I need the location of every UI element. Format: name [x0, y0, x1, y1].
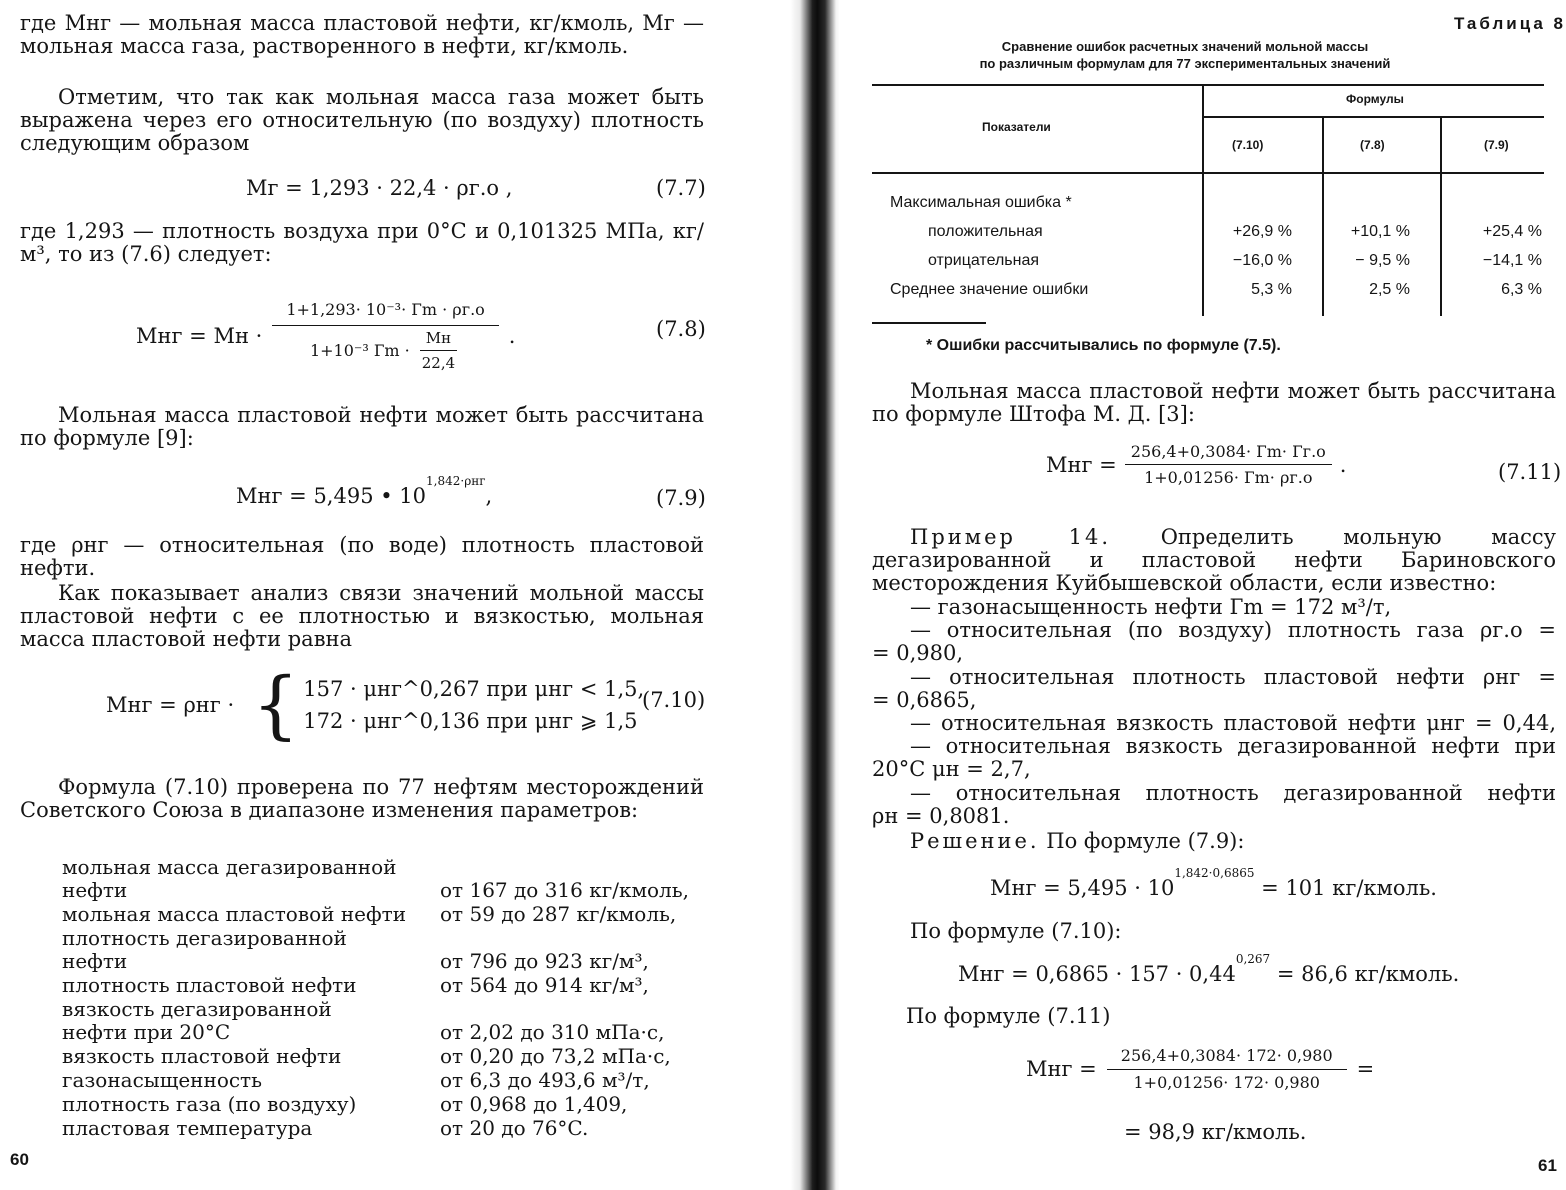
table-cell: 6,3 %: [1501, 281, 1542, 298]
eq78-inner-den: 22,4: [421, 354, 456, 372]
table-cell: −16,0 %: [1232, 252, 1292, 269]
param-value: от 20 до 76°C.: [440, 1116, 589, 1140]
table-column-header: (7.8): [1360, 138, 1385, 152]
eq78-numerator: 1+1,293· 10⁻³· Гm · ρг.о: [272, 300, 498, 326]
calc-7-11-result: = 98,9 кг/кмоль.: [1124, 1120, 1307, 1144]
page-number-left: 60: [10, 1150, 29, 1169]
table-label: Таблица 8: [1453, 14, 1566, 33]
given-item: — относительная плотность дегазированной нефти: [910, 780, 1556, 805]
eq79-tail: ,: [485, 484, 493, 508]
eq78-fraction: [272, 300, 498, 372]
table-caption-line-1: Сравнение ошибок расчетных значений мольной массы: [1001, 39, 1369, 54]
param-value: от 796 до 923 кг/м³,: [440, 949, 649, 973]
table-cell: − 9,5 %: [1355, 252, 1410, 269]
param-value: от 6,3 до 493,6 м³/т,: [440, 1068, 650, 1092]
eq711-tail: .: [1339, 452, 1347, 477]
eq710-case-2: 172 · μнг^0,136 при μнг ⩾ 1,5: [303, 709, 638, 733]
paragraph-air-density: где 1,293 — плотность воздуха при 0°C и 0,101325 МПа, кг/м³, то из (7.6) следует:: [20, 219, 704, 266]
by-formula-7-10: По формуле (7.10):: [910, 919, 1122, 943]
param-label-cont: нефти при 20°C: [62, 1020, 231, 1044]
equation-7-7: Mг = 1,293 · 22,4 · ρг.о ,: [246, 176, 513, 200]
table-row-label: Максимальная ошибка *: [890, 194, 1072, 211]
eq711-fraction: [1125, 442, 1332, 487]
equation-number-7-8: (7.8): [656, 317, 706, 341]
eq78-inner-num: Mн: [420, 329, 457, 351]
calc79-exponent: 1,842·0,6865: [1174, 866, 1255, 880]
param-value: от 2,02 до 310 мПа·с,: [440, 1020, 665, 1044]
table-divider: [1202, 84, 1204, 316]
table-cell: +26,9 %: [1232, 223, 1292, 240]
table-header-formulas: Формулы: [1346, 92, 1404, 106]
given-item: — относительная вязкость дегазированной нефти при: [910, 734, 1556, 759]
paragraph-analysis: Как показывает анализ связи значений мольной массы пластовой нефти с ее плотностью и вязкостью, мольная масса пластовой нефти равна: [20, 581, 704, 651]
param-value: от 564 до 914 кг/м³,: [440, 973, 649, 997]
param-label: мольная масса пластовой нефти: [62, 902, 407, 926]
table-header-bottom-rule: [872, 172, 1544, 174]
param-value: от 167 до 316 кг/кмоль,: [440, 878, 690, 902]
given-item: = 0,6865,: [872, 687, 977, 712]
eq711-numerator: 256,4+0,3084· Гm· Гг.о: [1125, 442, 1332, 465]
table-cell: 5,3 %: [1251, 281, 1292, 298]
param-label: плотность газа (по воздуху): [62, 1092, 357, 1116]
equation-number-7-9: (7.9): [656, 486, 706, 510]
table-cell: −14,1 %: [1482, 252, 1542, 269]
table-header-rule: [1202, 116, 1544, 118]
given-item: — относительная плотность пластовой нефти ρнг =: [910, 664, 1556, 689]
param-label-cont: нефти: [62, 949, 128, 973]
param-label: плотность пластовой нефти: [62, 973, 357, 997]
solution-text: По формуле (7.9):: [1046, 829, 1245, 853]
eq711-lhs: Mнг =: [1046, 452, 1117, 477]
given-item: — относительная вязкость пластовой нефти μнг = 0,44,: [910, 711, 1556, 736]
calc710-main: Mнг = 0,6865 · 157 · 0,44: [958, 962, 1236, 986]
eq711-denominator: 1+0,01256· Гm· ρг.о: [1144, 468, 1313, 487]
table-footnote: * Ошибки рассчитывались по формуле (7.5).: [926, 337, 1281, 354]
paragraph-definitions: где Mнг — мольная масса пластовой нефти, кг/кмоль, Mг — мольная масса газа, растворенного в нефти, кг/кмоль.: [20, 11, 704, 58]
param-label: плотность дегазированной: [62, 926, 347, 950]
calc79-main: Mнг = 5,495 · 10: [990, 876, 1175, 900]
eq79-main: Mнг = 5,495 • 10: [236, 484, 427, 508]
given-item: = 0,980,: [872, 641, 964, 666]
solution-word: Решение.: [910, 829, 1040, 853]
calc711-lhs: Mнг =: [1026, 1057, 1097, 1081]
table-cell: +25,4 %: [1482, 223, 1542, 240]
calc711-fraction: [1107, 1046, 1347, 1092]
table-row-label: Среднее значение ошибки: [890, 281, 1089, 298]
book-gutter: [790, 0, 840, 1190]
eq710-lhs: Mнг = ρнг ·: [106, 693, 235, 717]
calc710-tail: = 86,6 кг/кмоль.: [1276, 962, 1460, 986]
equation-number-7-10: (7.10): [642, 688, 706, 712]
calc-7-11: [1026, 1046, 1374, 1092]
calc79-tail: = 101 кг/кмоль.: [1261, 876, 1437, 900]
paragraph-gas-molar-mass: Отметим, что так как мольная масса газа может быть выражена через его относительную (по воздуху) плотность следующим образом: [20, 85, 704, 155]
eq78-den-text: 1+10⁻³ Гm ·: [309, 341, 410, 360]
calc710-exponent: 0,267: [1235, 952, 1271, 966]
param-label: пластовая температура: [62, 1116, 313, 1140]
param-label-cont: нефти: [62, 878, 128, 902]
param-label: мольная масса дегазированной: [62, 855, 397, 879]
calc711-numerator: 256,4+0,3084· 172· 0,980: [1107, 1046, 1347, 1070]
paragraph-formula-9: Мольная масса пластовой нефти может быть рассчитана по формуле [9]:: [20, 403, 704, 450]
eq78-inner-fraction: [416, 329, 461, 372]
table-top-rule: [872, 84, 1544, 86]
given-item: 20°C μн = 2,7,: [872, 757, 1031, 782]
paragraph-verification: Формула (7.10) проверена по 77 нефтям месторождений Советского Союза в диапазоне изменения параметров:: [20, 775, 704, 822]
example-paragraph: [872, 526, 1556, 595]
param-value: от 0,968 до 1,409,: [440, 1092, 628, 1116]
calc711-equals: =: [1356, 1057, 1375, 1081]
param-label: вязкость пластовой нефти: [62, 1044, 342, 1068]
table-column-header: (7.10): [1232, 138, 1264, 152]
eq79-exponent: 1,842·ρнг: [426, 474, 486, 488]
page-number-right: 61: [1538, 1156, 1557, 1175]
param-value: от 0,20 до 73,2 мПа·с,: [440, 1044, 671, 1068]
table-cell: 2,5 %: [1369, 281, 1410, 298]
equation-7-8: [136, 300, 515, 372]
solution-line: [910, 830, 1550, 853]
example-title: Пример 14.: [910, 525, 1112, 549]
eq78-lhs: Mнг = Mн ·: [136, 324, 263, 348]
error-comparison-table: [872, 84, 1544, 324]
paragraph-shtof-formula: Мольная масса пластовой нефти может быть рассчитана по формуле Штофа М. Д. [3]:: [872, 379, 1556, 426]
given-item: — относительная (по воздуху) плотность газа ρг.о =: [910, 618, 1556, 643]
footnote-rule: [872, 322, 986, 324]
equation-number-7-7: (7.7): [656, 176, 706, 200]
table-divider: [1440, 116, 1442, 316]
equation-7-11: [1046, 442, 1346, 487]
table-header-indicators: Показатели: [982, 120, 1051, 134]
right-page: [840, 0, 1566, 1190]
eq710-brace: {: [252, 662, 300, 748]
param-value: от 59 до 287 кг/кмоль,: [440, 902, 677, 926]
given-list: [872, 596, 1556, 828]
paragraph-relative-density: где ρнг — относительная (по воде) плотность пластовой нефти.: [20, 533, 704, 580]
eq78-tail: .: [508, 324, 516, 348]
by-formula-7-11: По формуле (7.11): [906, 1004, 1111, 1028]
calc-7-10: [958, 952, 1460, 986]
eq710-case-1: 157 · μнг^0,267 при μнг < 1,5,: [303, 677, 645, 701]
table-cell: +10,1 %: [1350, 223, 1410, 240]
given-item: ρн = 0,8081.: [872, 803, 1010, 828]
table-divider: [1322, 116, 1324, 316]
table-row-label: отрицательная: [928, 252, 1040, 269]
given-item: — газонасыщенность нефти Гm = 172 м³/т,: [910, 595, 1392, 619]
table-row-label: положительная: [928, 223, 1043, 240]
param-label: газонасыщенность: [62, 1068, 263, 1092]
equation-number-7-11: (7.11): [1498, 460, 1562, 484]
eq78-denominator: [304, 326, 467, 372]
table-caption-line-2: по различным формулам для 77 экспериментальных значений: [979, 56, 1391, 71]
parameter-list: [62, 856, 722, 1146]
param-label: вязкость дегазированной: [62, 997, 332, 1021]
table-column-header: (7.9): [1484, 138, 1509, 152]
calc711-denominator: 1+0,01256· 172· 0,980: [1133, 1073, 1320, 1092]
equation-7-10: [106, 662, 645, 748]
eq710-cases: [303, 677, 644, 733]
example-text: Определить мольную массу дегазированной и пластовой нефти Бариновского месторождения Куйбышевской области, если известно:: [872, 525, 1556, 595]
